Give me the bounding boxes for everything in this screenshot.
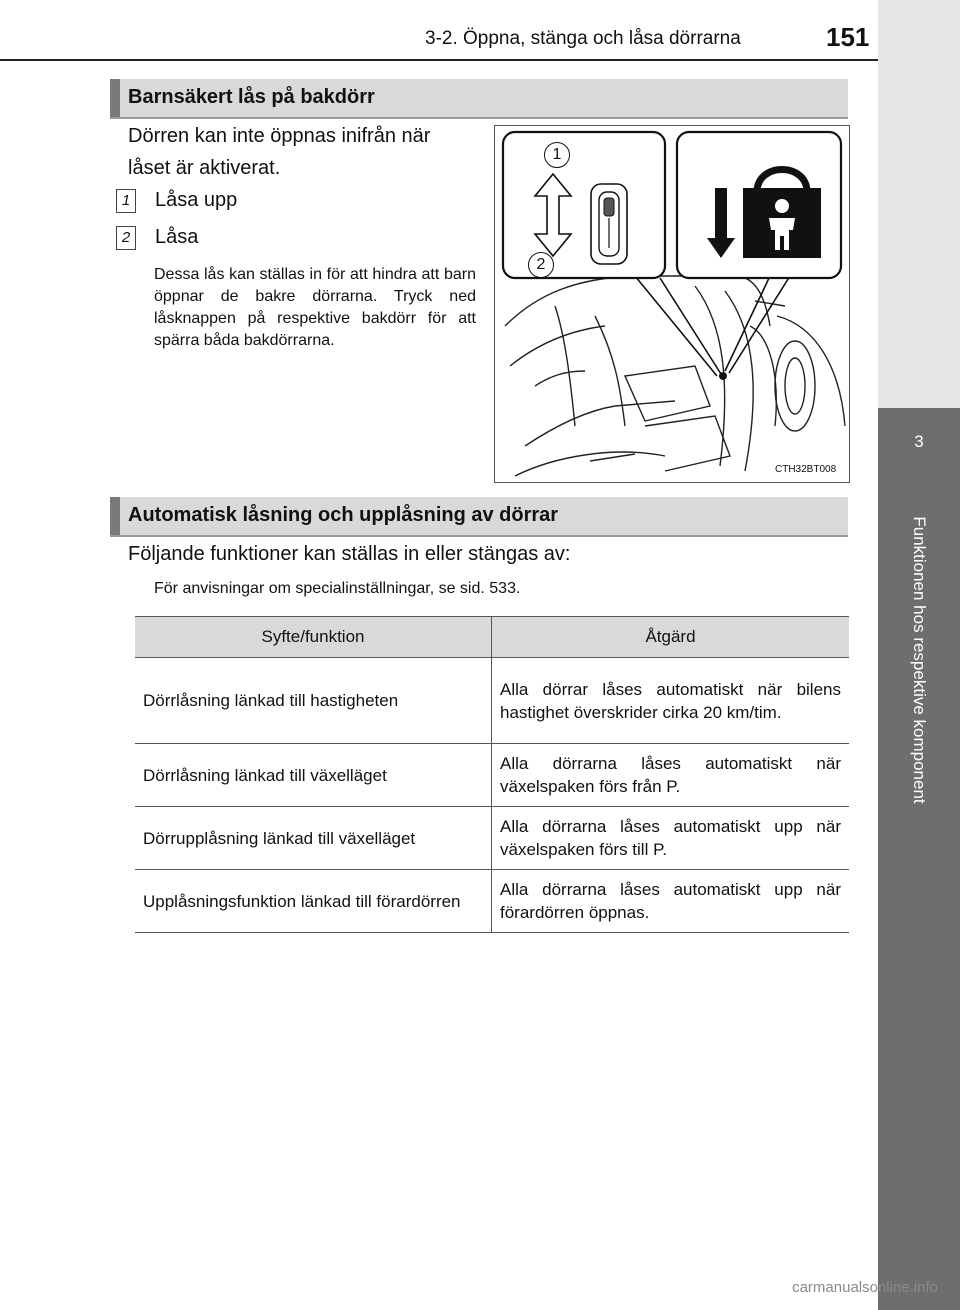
chapter-number: 3 [914, 432, 924, 451]
child-lock-figure [494, 125, 850, 483]
auto-lock-reference: För anvisningar om specialinställningar, se sid. 533. [154, 580, 521, 597]
table-cell-action: Alla dörrarna låses automatiskt upp när förardörren öppnas. [492, 870, 850, 933]
table-cell-function: Dörrupplåsning länkad till växelläget [135, 807, 492, 870]
heading-marker [110, 497, 120, 535]
heading-marker [110, 79, 120, 117]
child-lock-note: Dessa lås kan ställas in för att hindra att barn öppnar de bakre dörrarna. Tryck ned låsknappen på respektive bakdörr för att spärra båda bakdörrarna. [154, 266, 476, 349]
table-header-row [135, 617, 849, 658]
callout-1: 1 [544, 142, 570, 168]
lead-line-1: Dörren kan inte öppnas inifrån när [128, 125, 431, 147]
table-header-action: Åtgärd [492, 617, 850, 658]
auto-lock-lead: Följande funktioner kan ställas in eller stängas av: [128, 543, 571, 565]
table-row [135, 807, 849, 870]
item-label-unlock: Låsa upp [155, 189, 238, 211]
page-number: 151 [826, 22, 870, 52]
table-cell-action: Alla dörrarna låses automatiskt upp när växelspaken förs till P. [492, 807, 850, 870]
running-header-title: 3-2. Öppna, stänga och låsa dörrarna [425, 28, 741, 49]
table-cell-function: Dörrlåsning länkad till växelläget [135, 744, 492, 807]
table-cell-action: Alla dörrar låses automatiskt när bilens hastighet överskrider cirka 20 km/tim. [492, 658, 850, 744]
table-cell-function: Dörrlåsning länkad till hastigheten [135, 658, 492, 744]
table-row [135, 870, 849, 933]
section-heading-auto-lock [110, 497, 848, 537]
table-header-function: Syfte/funktion [135, 617, 492, 658]
item-number-2: 2 [116, 226, 136, 250]
table-row [135, 658, 849, 744]
lead-line-2: låset är aktiverat. [128, 157, 281, 179]
section-heading-text: Automatisk låsning och upplåsning av dörrar [128, 504, 559, 526]
section-heading-text: Barnsäkert lås på bakdörr [128, 86, 375, 108]
door-illustration [495, 126, 849, 482]
table-cell-function: Upplåsningsfunktion länkad till förardörren [135, 870, 492, 933]
chapter-title: Funktionen hos respektive komponent [910, 516, 929, 804]
lead-paragraph [128, 120, 478, 184]
watermark: carmanualsonline.info [792, 1279, 938, 1296]
table-cell-action: Alla dörrarna låses automatiskt när växelspaken förs från P. [492, 744, 850, 807]
figure-code: CTH32BT008 [775, 464, 837, 475]
header-rule [0, 59, 878, 61]
side-tab-top [878, 0, 960, 408]
item-number-1: 1 [116, 189, 136, 213]
table-row [135, 744, 849, 807]
callout-2: 2 [528, 252, 554, 278]
section-heading-child-lock [110, 79, 848, 119]
item-label-lock: Låsa [155, 226, 199, 248]
auto-lock-table [135, 616, 849, 933]
